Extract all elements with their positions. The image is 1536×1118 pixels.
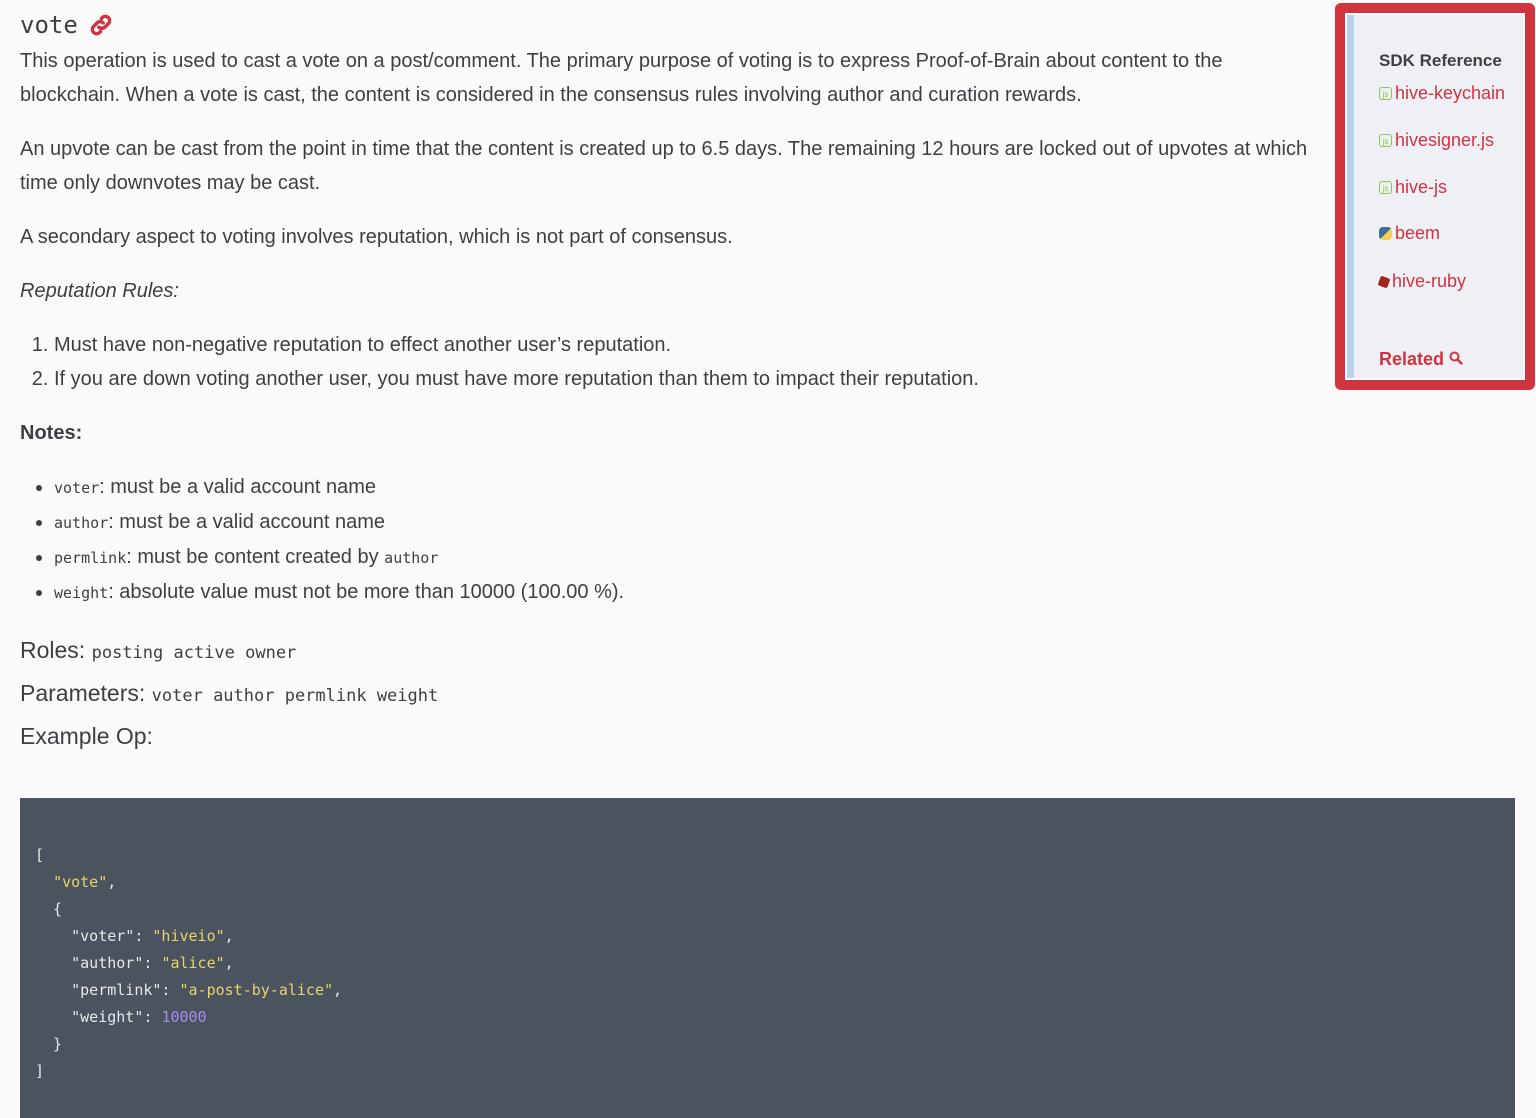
notes-list xyxy=(20,470,1310,610)
sdk-link-hive-ruby[interactable]: hive-ruby xyxy=(1379,271,1466,292)
reputation-heading: Reputation Rules: xyxy=(20,280,179,302)
description-paragraph: This operation is used to cast a vote on a post/comment. The primary purpose of voting is to express Proof-of-Brain about content to the blockchain. When a vote is cast, the content is considered in the consensus rules involving author and curation rewards. xyxy=(20,50,1223,106)
python-icon xyxy=(1379,227,1392,240)
example-code-block: [ "vote", { "voter": "hiveio", "author": "alice", "permlink": "a-post-by-alice", "weight": 10000 } ] xyxy=(20,798,1515,1118)
nodejs-icon: js xyxy=(1379,134,1392,147)
sdk-reference-panel xyxy=(1335,3,1535,390)
sdk-link-hive-js[interactable]: js hive-js xyxy=(1379,177,1447,198)
list-item: • weight: absolute value must not be more than 10000 (100.00 %). xyxy=(54,575,1310,610)
page-title: vote xyxy=(20,8,1310,42)
link-icon[interactable] xyxy=(88,12,114,38)
list-item: 2. If you are down voting another user, you must have more reputation than them to impact their reputation. xyxy=(54,362,1310,396)
list-item: • voter: must be a valid account name xyxy=(54,470,1310,505)
related-link[interactable]: Related xyxy=(1379,349,1463,370)
sdk-link-hivesigner-js[interactable]: js hivesigner.js xyxy=(1379,130,1494,151)
main-content xyxy=(20,0,1310,756)
reputation-rules xyxy=(20,328,1310,396)
list-item: • permlink: must be content created by author xyxy=(54,540,1310,575)
sdk-link-beem[interactable]: beem xyxy=(1379,223,1440,244)
list-item: 1. Must have non-negative reputation to effect another user’s reputation. xyxy=(54,328,1310,362)
sdk-title: SDK Reference xyxy=(1379,51,1502,70)
reputation-paragraph: A secondary aspect to voting involves reputation, which is not part of consensus. xyxy=(20,226,733,248)
upvote-paragraph: An upvote can be cast from the point in time that the content is created up to 6.5 days. The remaining 12 hours are locked out of upvotes at which time only downvotes may be cast. xyxy=(20,138,1308,194)
list-item: • author: must be a valid account name xyxy=(54,505,1310,540)
sdk-link-hive-keychain[interactable]: js hive-keychain xyxy=(1379,83,1505,104)
example-label: Example Op: xyxy=(20,723,153,749)
ruby-icon xyxy=(1378,275,1391,288)
notes-heading: Notes: xyxy=(20,422,83,444)
roles: Roles: posting active owner xyxy=(20,637,297,663)
nodejs-icon: js xyxy=(1379,181,1392,194)
nodejs-icon: js xyxy=(1379,87,1392,100)
parameters: Parameters: voter author permlink weight xyxy=(20,680,439,706)
search-icon xyxy=(1449,351,1463,365)
